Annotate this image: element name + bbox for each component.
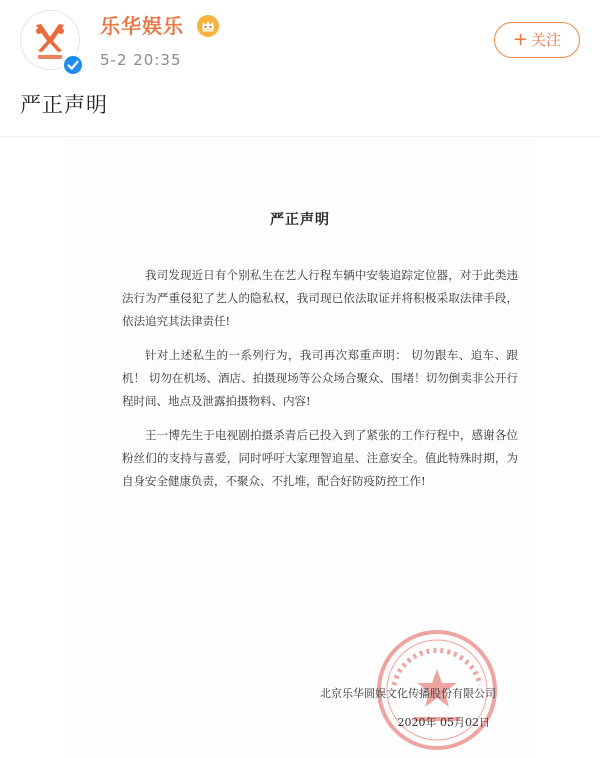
plus-icon: +: [512, 29, 529, 50]
document-company: 北京乐华圆娱文化传播股份有限公司: [320, 687, 496, 700]
statement-document: [70, 137, 530, 758]
post-image[interactable]: [0, 136, 600, 758]
post-timestamp: 5-2 20:35: [100, 51, 182, 69]
document-paragraph: 王一博先生于电视剧拍摄杀青后已投入到了紧张的工作行程中，感谢各位粉丝们的支持与喜爱，同时呼吁大家理智追星、注意安全。值此特殊时期，为自身安全健康负责，不聚众、不扎堆，配合好防疫防控工作!: [122, 428, 518, 488]
author-name[interactable]: 乐华娱乐: [100, 14, 184, 38]
document-title: 严正声明: [270, 212, 330, 228]
verified-check-icon: [62, 54, 84, 76]
vip-crown-icon: [196, 14, 220, 38]
post-text: 严正声明: [20, 93, 108, 117]
follow-button[interactable]: [494, 22, 580, 58]
document-paragraph: 针对上述私生的一系列行为，我司再次郑重声明： 切勿跟车、追车、跟机！ 切勿在机场、酒店、拍摄现场等公众场合聚众、围堵！切勿倒卖非公开行程时间、地点及泄露拍摄物料、内容!: [122, 348, 518, 408]
document-paragraph: 我司发现近日有个别私生在艺人行程车辆中安装追踪定位器，对于此类违法行为严重侵犯了艺人的隐私权，我司现已依法取证并将积极采取法律手段，依法追究其法律责任!: [122, 268, 518, 328]
post-header: [0, 0, 600, 80]
follow-label: 关注: [531, 31, 562, 49]
document-date: 2020年 05月02日: [397, 716, 490, 729]
document-body: [122, 264, 518, 504]
